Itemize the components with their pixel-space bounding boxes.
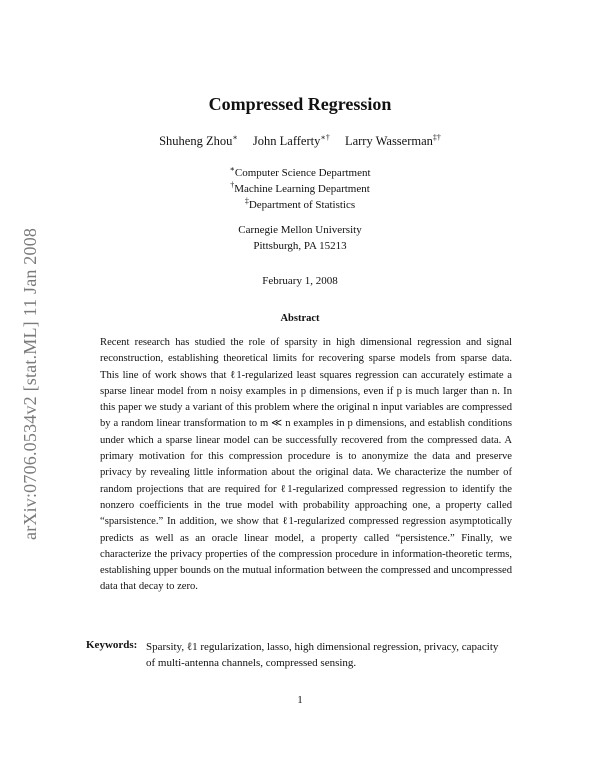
affiliation: ‡Department of Statistics [244,196,356,211]
author-list [0,134,600,149]
paper-date: February 1, 2008 [262,275,338,287]
keywords-text: Sparsity, ℓ1 regularization, lasso, high dimensional regression, privacy, capacity of multi-antenna channels, compressed sensing. [146,641,499,669]
author: John Lafferty∗† [252,132,330,148]
abstract-body: Recent research has studied the role of sparsity in high dimensional regression and signal reconstruction, establishing theoretical limits for recovering sparse models from sparse data. This line of work shows that ℓ1-regularized least squares regression can accurately estimate a sparse linear model from n noisy examples in p dimensions, even if p is much larger than n. In this paper we study a variant of this problem where the original n input variables are compressed by a random linear transformation to m ≪ n examples in p dimensions, and establish conditions under which a sparse linear model can be successfully recovered from the compressed data. A primary motivation for this compression procedure is to anonymize the data and preserve privacy by revealing little information about the original data. We characterize the number of random projections that are required for ℓ1-regularized compressed regression to identify the nonzero coefficients in the true model with probability approaching one, a property called “sparsistence.” In addition, we show that ℓ1-regularized compressed regression asymptotically predicts as well as an oracle linear model, a property called “persistence.” Finally, we characterize the privacy properties of the compression procedure in information-theoretic terms, establishing upper bounds on the mutual information between the compressed and uncompressed data that decay to zero. [100,337,512,593]
paper-title: Compressed Regression [208,94,392,114]
abstract-heading: Abstract [280,313,320,324]
author: Larry Wasserman‡† [344,132,441,148]
page-number: 1 [297,694,303,706]
affiliation: ∗Computer Science Department [229,164,371,179]
affiliation: †Machine Learning Department [230,180,370,195]
institution-city: Pittsburgh, PA 15213 [253,240,347,252]
arxiv-identifier: arXiv:0706.0534v2 [stat.ML] 11 Jan 2008 [20,227,40,540]
author: Shuheng Zhou∗ [159,132,238,148]
institution-name: Carnegie Mellon University [238,224,362,236]
keywords-label: Keywords: [86,639,138,651]
